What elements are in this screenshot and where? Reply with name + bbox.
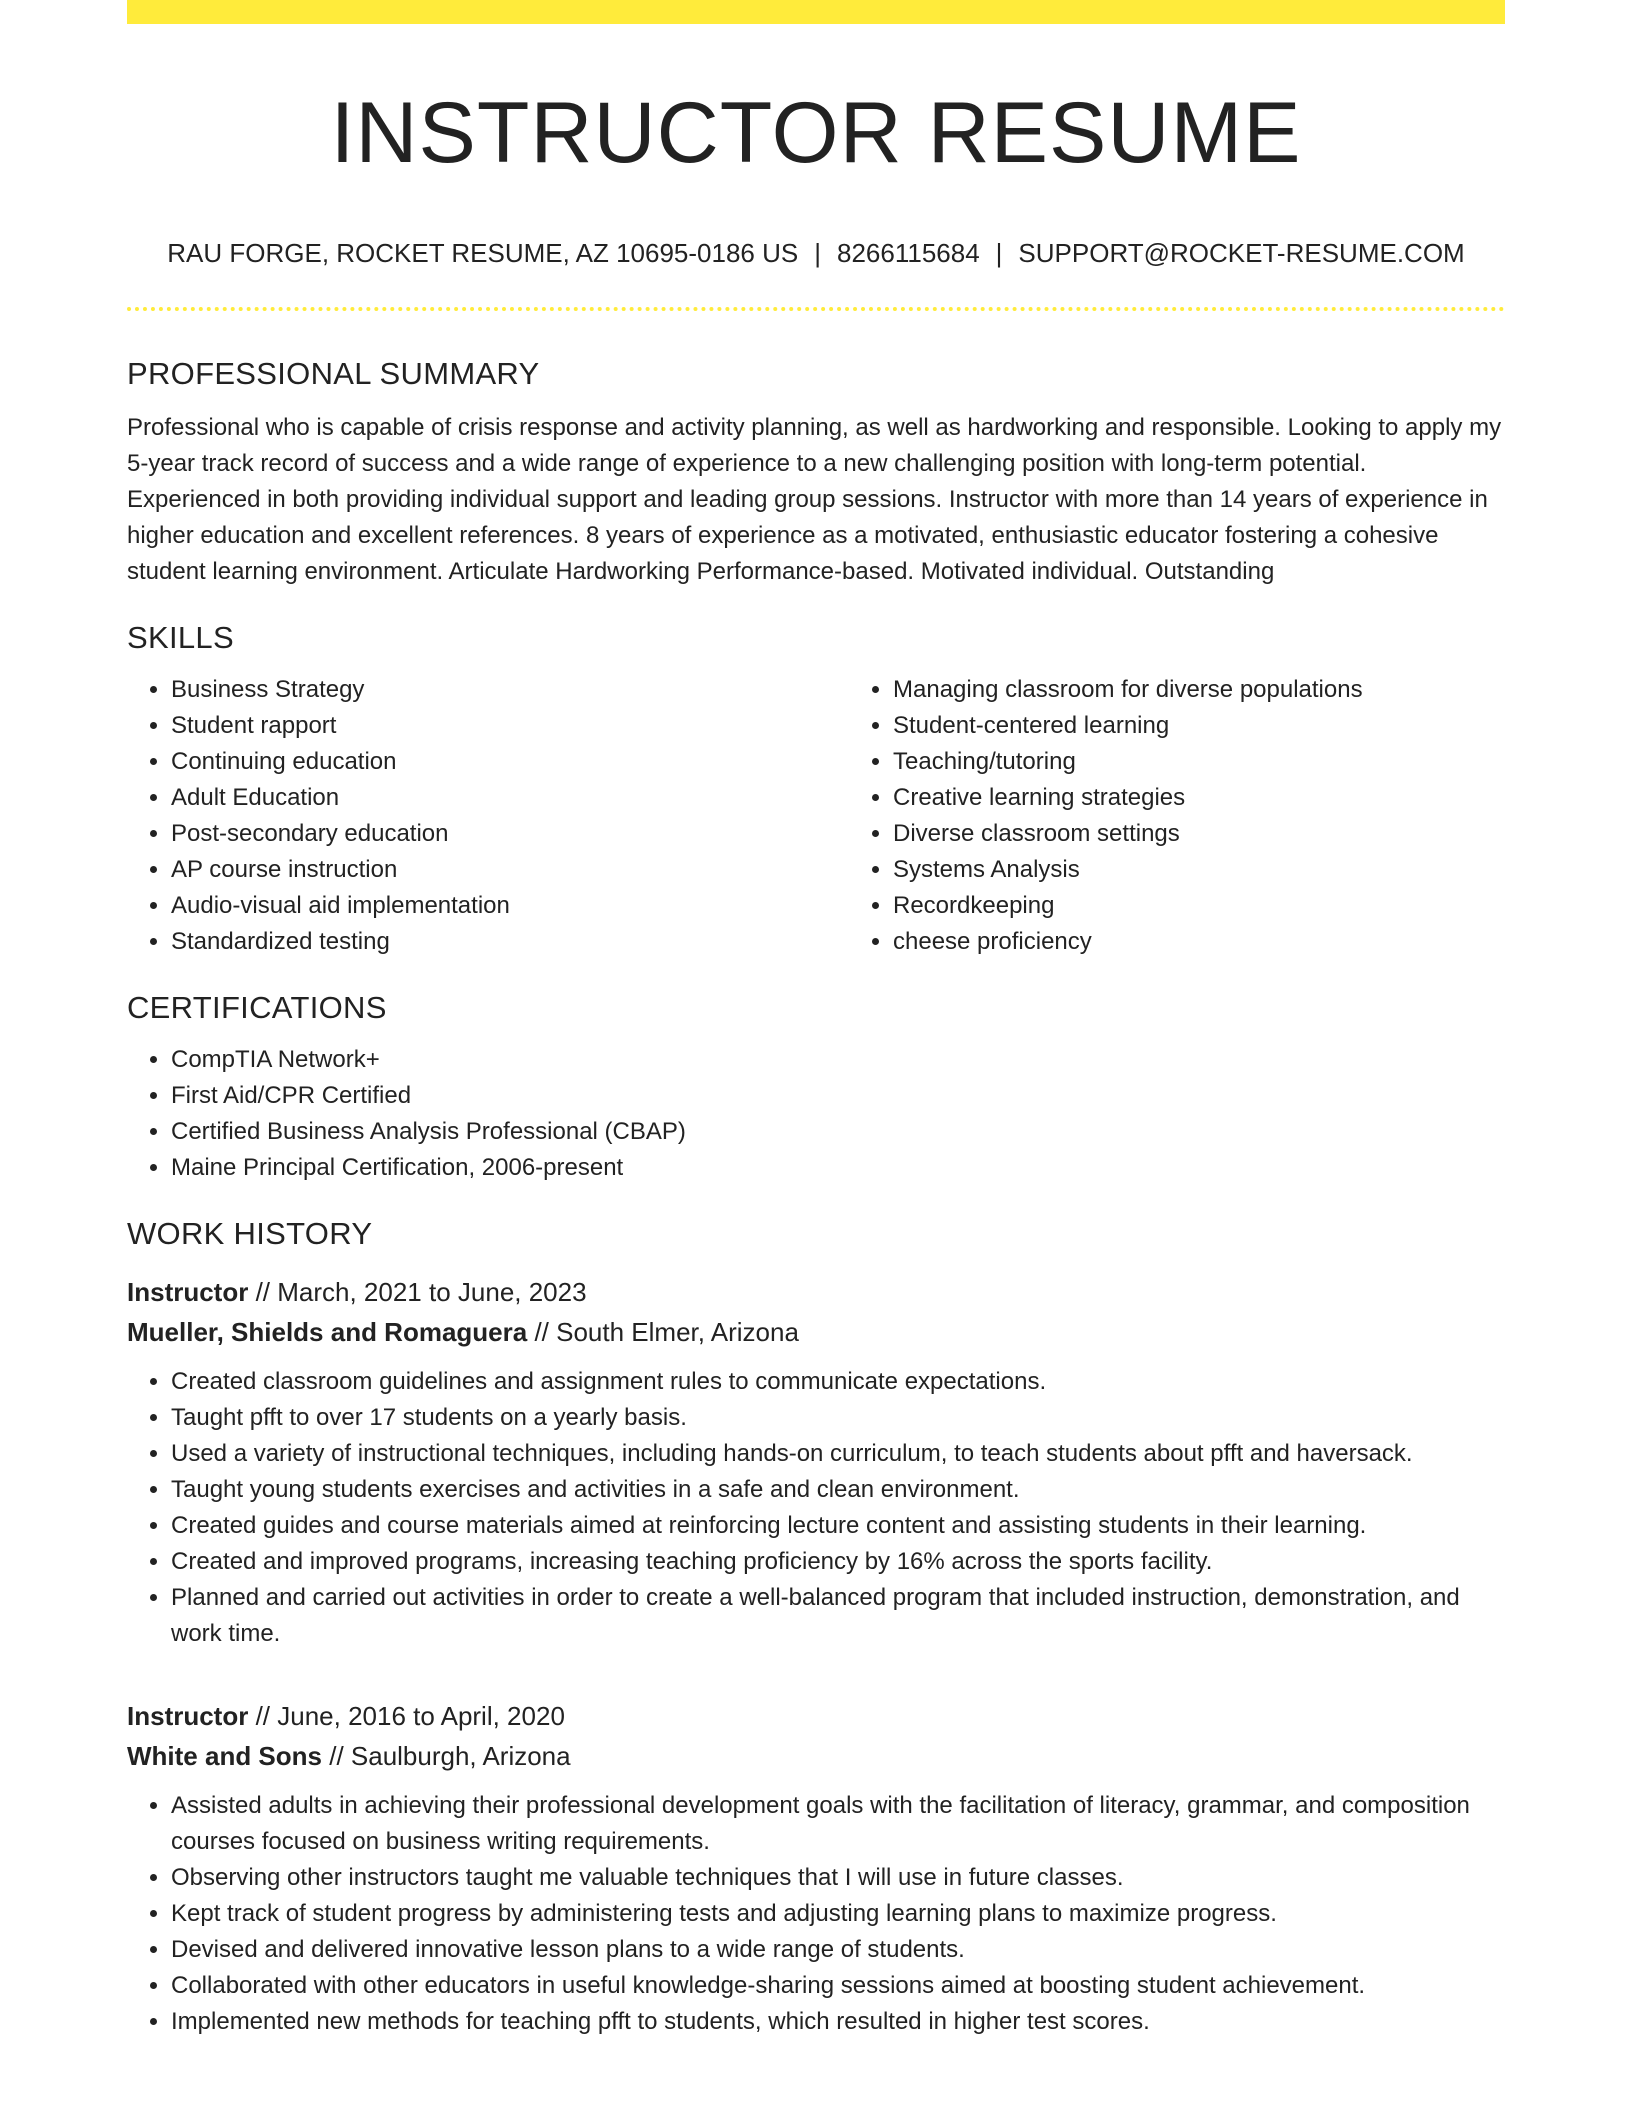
contact-phone: 8266115684 [836,238,980,268]
skill-item: • Adult Education [171,780,849,816]
summary-section [127,352,1505,590]
skill-item: • Diverse classroom settings [893,816,1571,852]
job-entry [127,1696,1505,2040]
skill-item: • Recordkeeping [893,888,1571,924]
skills-list-left [127,672,849,960]
contact-email: SUPPORT@ROCKET-RESUME.COM [1018,238,1465,268]
job-title: Instructor [127,1277,249,1307]
job-bullet: • Created classroom guidelines and assignment rules to communicate expectations. [171,1364,1505,1400]
dotted-divider [127,307,1505,311]
job-bullet: • Taught young students exercises and activities in a safe and clean environment. [171,1472,1505,1508]
section-heading: WORK HISTORY [127,1216,373,1251]
job-title-line [127,1696,1505,1736]
job-bullet: • Created and improved programs, increasing teaching proficiency by 16% across the sports facility. [171,1544,1505,1580]
job-bullet: • Implemented new methods for teaching pfft to students, which resulted in higher test scores. [171,2004,1505,2040]
job-bullet: • Devised and delivered innovative lesson plans to a wide range of students. [171,1932,1505,1968]
job-bullet: • Kept track of student progress by administering tests and adjusting learning plans to maximize progress. [171,1896,1505,1932]
skills-section [127,616,1505,960]
job-spacer [127,1652,1505,1680]
top-accent-bar [127,0,1505,24]
job-bullet: • Planned and carried out activities in order to create a well-balanced program that included instruction, demonstration, and work time. [171,1580,1505,1652]
skill-item: • AP course instruction [171,852,849,888]
job-location: // South Elmer, Arizona [527,1317,799,1347]
resume-title: INSTRUCTOR RESUME [330,85,1302,181]
job-company-line [127,1312,1505,1352]
job-location: // Saulburgh, Arizona [322,1741,571,1771]
skill-item: • cheese proficiency [893,924,1571,960]
work-history-section [127,1212,1505,2040]
skill-item: • Continuing education [171,744,849,780]
job-company-line [127,1736,1505,1776]
job-bullet: • Created guides and course materials aimed at reinforcing lecture content and assisting students in their learning. [171,1508,1505,1544]
contact-separator: | [814,238,821,268]
skills-list-right [849,672,1571,960]
skill-item: • Systems Analysis [893,852,1571,888]
contact-line [127,236,1505,270]
skill-item: • Student-centered learning [893,708,1571,744]
job-title-line [127,1272,1505,1312]
certification-item: • CompTIA Network+ [171,1042,1505,1078]
contact-separator: | [995,238,1003,268]
skill-item: • Post-secondary education [171,816,849,852]
certifications-section [127,986,1505,1186]
job-title: Instructor [127,1701,249,1731]
skill-item: • Audio-visual aid implementation [171,888,849,924]
skill-item: • Creative learning strategies [893,780,1571,816]
job-company: White and Sons [127,1741,322,1771]
certifications-list [127,1042,1505,1186]
job-bullets [127,1788,1505,2040]
section-heading: SKILLS [127,620,234,655]
contact-address: RAU FORGE, ROCKET RESUME, AZ 10695-0186 US [167,238,799,268]
job-dates: // June, 2016 to April, 2020 [248,1701,565,1731]
job-bullet: • Taught pfft to over 17 students on a yearly basis. [171,1400,1505,1436]
job-bullet: • Collaborated with other educators in useful knowledge-sharing sessions aimed at boosting student achievement. [171,1968,1505,2004]
job-dates: // March, 2021 to June, 2023 [248,1277,587,1307]
summary-text: Professional who is capable of crisis response and activity planning, as well as hardworking and responsible. Looking to apply my 5-year track record of success and a wide range of experience to a new challenging position with long-term potential. Experienced in both providing individual support and leading group sessions. Instructor with more than 14 years of experience in higher education and excellent references. 8 years of experience as a motivated, enthusiastic educator fostering a cohesive student learning environment. Articulate Hardworking Performance-based. Motivated individual. Outstanding [127,414,1502,585]
job-bullet: • Assisted adults in achieving their professional development goals with the facilitation of literacy, grammar, and composition courses focused on business writing requirements. [171,1788,1505,1860]
certification-item: • Certified Business Analysis Professional (CBAP) [171,1114,1505,1150]
job-bullet: • Used a variety of instructional techniques, including hands-on curriculum, to teach students about pfft and haversack. [171,1436,1505,1472]
job-company: Mueller, Shields and Romaguera [127,1317,528,1347]
skill-item: • Managing classroom for diverse populations [893,672,1571,708]
skills-grid [127,660,1505,960]
certification-item: • Maine Principal Certification, 2006-present [171,1150,1505,1186]
job-bullet: • Observing other instructors taught me valuable techniques that I will use in future classes. [171,1860,1505,1896]
resume-body [127,352,1505,2040]
section-heading: CERTIFICATIONS [127,990,387,1025]
skill-item: • Teaching/tutoring [893,744,1571,780]
job-bullets [127,1364,1505,1652]
skill-item: • Student rapport [171,708,849,744]
certification-item: • First Aid/CPR Certified [171,1078,1505,1114]
job-entry [127,1272,1505,1652]
section-heading: PROFESSIONAL SUMMARY [127,356,540,391]
skill-item: • Business Strategy [171,672,849,708]
skill-item: • Standardized testing [171,924,849,960]
